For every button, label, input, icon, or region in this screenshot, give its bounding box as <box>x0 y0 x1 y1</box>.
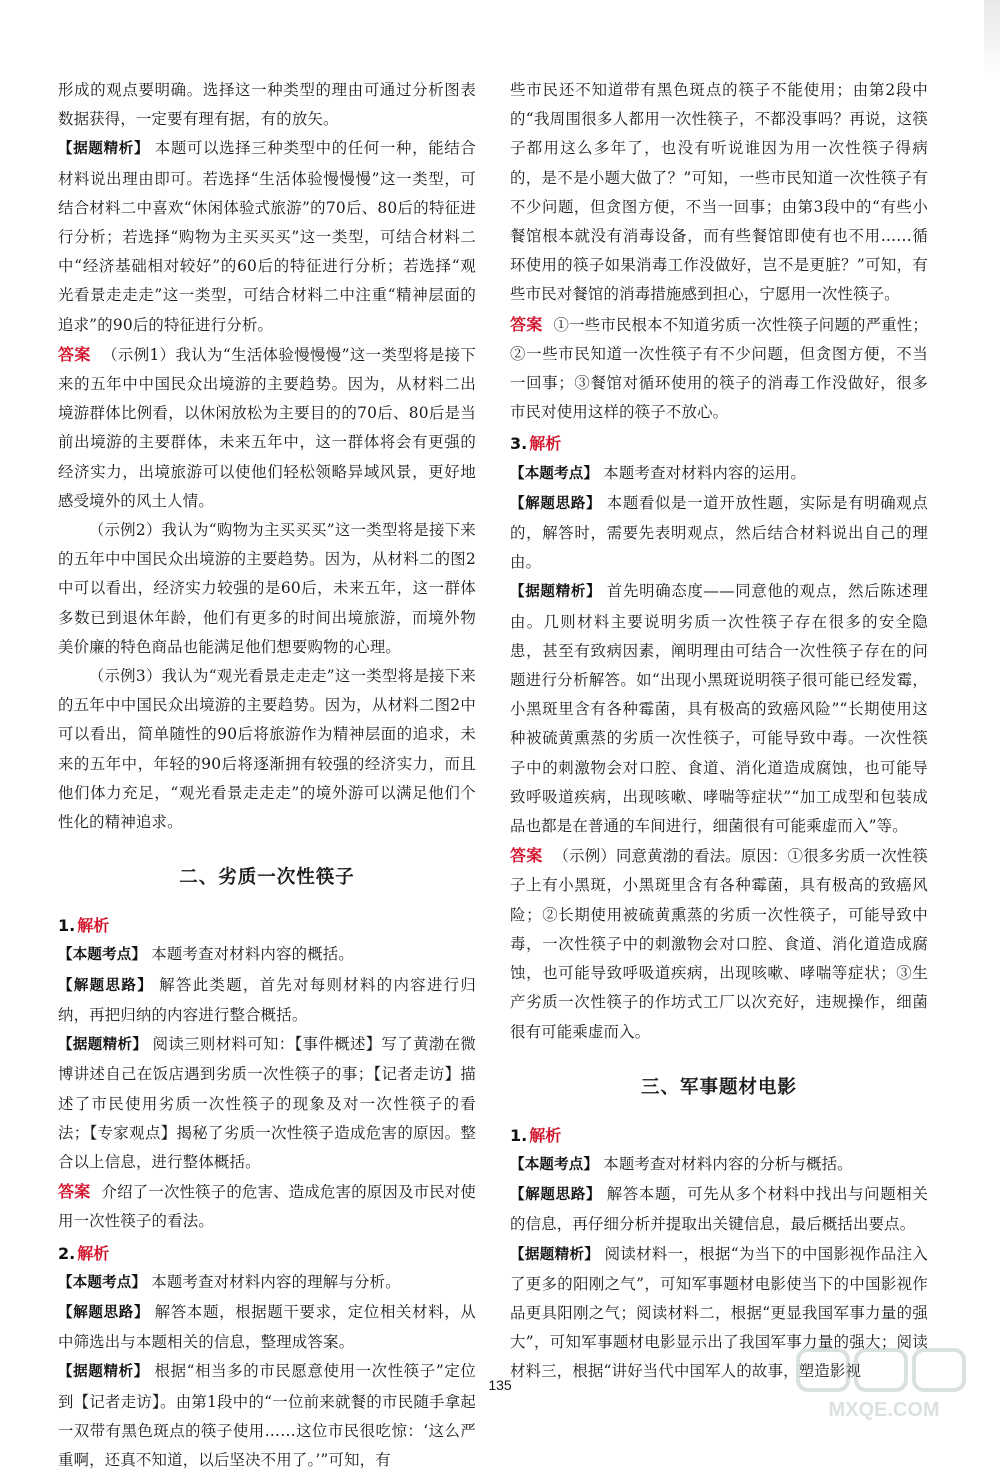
s2-q1-answer <box>58 1177 476 1236</box>
answer-label: 答案 <box>510 314 543 334</box>
section-2-title: 二、劣质一次性筷子 <box>179 867 355 889</box>
kaodian-tag: 【本题考点】 <box>58 947 147 964</box>
silu-text: 解答此类题，首先对每则材料的内容进行归纳，再把归纳的内容进行整合概括。 <box>58 975 477 1024</box>
jingxi-text: 阅读三则材料可知：【事件概述】写了黄渤在微博讲述自己在饭店遇到劣质一次性筷子的事；【记者走访】描述了市民使用劣质一次性筷子的现象及对一次性筷子的看法；【专家观点】揭秘了劣质一次性筷子造成危害的原因。整合以上信息，进行整体概括。 <box>58 1035 476 1171</box>
question-number: 1. <box>58 916 76 936</box>
s2-q1-silu <box>58 971 476 1030</box>
jingxi-tag: 【据题精析】 <box>58 1037 148 1054</box>
silu-text: 解答本题，根据题干要求，定位相关材料，从中筛选出与本题相关的信息，整理成答案。 <box>58 1302 476 1352</box>
s2-q3-silu <box>510 489 928 578</box>
watermark-text: MXQE.COM <box>828 1399 940 1421</box>
analysis-text: 本题可以选择三种类型中的任何一种，能结合材料说出理由即可。若选择“生活体验慢慢慢”这一类型，可结合材料二中喜欢“休闲体验式旅游”的70后、80后的特征进行分析；若选择“购物为主买买买”这一类型，可结合材料二中“经济基础相对较好”的60后的特征进行分析；若选择“观光看景走走走”这一类型，可结合材料二中注重“精神层面的追求”的90后的特征进行分析。 <box>58 139 476 334</box>
jingxi-text: 首先明确态度——同意他的观点，然后陈述理由。几则材料主要说明劣质一次性筷子存在很多的安全隐患，甚至有致病因素，阐明理由可结合一次性筷子存在的问题进行分析解答。如“出现小黑斑说明筷子很可能已经发霉，小黑斑里含有各种霉菌，具有极高的致癌风险”“长期使用这种被硫黄熏蒸的劣质一次性筷子，可能导致中毒。一次性筷子中的刺激物会对口腔、食道、消化道造成腐蚀，也可能导致呼吸道疾病，出现咳嗽、哮喘等症状”“加工成型和包装成品也都是在普通的车间进行，细菌很有可能乘虚而入”等。 <box>510 582 928 836</box>
answer-text: 介绍了一次性筷子的危害、造成危害的原因及市民对使用一次性筷子的看法。 <box>58 1183 476 1231</box>
question-number: 1. <box>510 1125 528 1145</box>
jiexi-label: 解析 <box>77 916 110 936</box>
answer-label: 答案 <box>510 846 543 866</box>
s2-q2-kaodian <box>58 1268 476 1298</box>
s2-q2-silu <box>58 1298 476 1357</box>
answer-label: 答案 <box>58 1182 91 1202</box>
s2-q3-header <box>510 429 928 458</box>
silu-tag: 【解题思路】 <box>510 1187 602 1204</box>
kaodian-text: 本题考查对材料内容的运用。 <box>603 463 806 482</box>
s2-q1-header <box>58 911 476 940</box>
example-1-text: （示例1）我认为“生活体验慢慢慢”这一类型将是接下来的五年中中国民众出境游的主要趋势。因为，从材料二出境游群体比例看，以休闲放松为主要目的的70后、80后是当前出境游的主要群体，未来五年中，这一群体将会有更强的经济实力，出境旅游可以使他们轻松领略异域风景，更好地感受境外的风土人情。 <box>58 345 477 510</box>
jiexi-label: 解析 <box>529 434 562 454</box>
jingxi-text: 根据“相当多的市民愿意使用一次性筷子”定位到【记者走访】。由第1段中的“一位前来就餐的市民随手拿起一双带有黑色斑点的筷子使用……这位市民很吃惊：‘这么严重啊，还真不知道，以后坚决不用了。’”可知，有 <box>58 1362 477 1469</box>
answer-example-3: （示例3）我认为“观光看景走走走”这一类型将是接下来的五年中中国民众出境游的主要趋势。因为，从材料二图2中可以看出，简单随性的90后将旅游作为精神层面的追求，未来的五年中，年轻的90后将逐渐拥有较强的经济实力，而且他们体力充足，“观光看景走走走”的境外游可以满足他们个性化的精神追求。 <box>58 667 476 832</box>
jiexi-label: 解析 <box>529 1125 562 1145</box>
silu-tag: 【解题思路】 <box>58 977 154 994</box>
s2-q3-jingxi <box>510 577 928 841</box>
s2-q2-answer <box>510 310 928 428</box>
silu-text: 解答本题，可先从多个材料中找出与问题相关的信息，再仔细分析并提取出关键信息，最后概括出要点。 <box>510 1185 928 1234</box>
question-number: 3. <box>510 434 528 454</box>
s2-q1-kaodian <box>58 940 476 970</box>
s2-q1-jingxi <box>58 1030 476 1177</box>
s2-q3-kaodian <box>510 459 928 489</box>
question-number: 2. <box>58 1243 76 1263</box>
kaodian-tag: 【本题考点】 <box>58 1274 147 1291</box>
kaodian-text: 本题考查对材料内容的分析与概括。 <box>603 1154 853 1173</box>
jingxi-tag: 【据题精析】 <box>510 584 602 601</box>
right-column <box>510 76 928 1387</box>
q1-analysis-paragraph <box>58 134 476 339</box>
jingxi-text: 阅读材料一，根据“为当下的中国影视作品注入了更多的阳刚之气”，可知军事题材电影使当下的中国影视作品更具阳刚之气；阅读材料二，根据“更显我国军事力量的强大”，可知军事题材电影显示出了我国军事力量的强大；阅读材料三，根据“讲好当代中国军人的故事，塑造影视 <box>510 1244 929 1381</box>
s2-q3-answer <box>510 841 928 1046</box>
silu-tag: 【解题思路】 <box>58 1304 150 1321</box>
analysis-tag: 【据题精析】 <box>58 141 150 158</box>
s2-q2-jingxi-continued: 些市民还不知道带有黑色斑点的筷子不能使用；由第2段中的“我周围很多人都用一次性筷子，不都没事吗？再说，这筷子都用这么多年了，也没有听说谁因为用一次性筷子得病的，是不是小题大做了？”可知，一些市民知道一次性筷子有不少问题，但贪图方便，不当一回事；由第3段中的“有些小餐馆根本就没有消毒设备，而有些餐馆即使有也不用……循环使用的筷子如果消毒工作没做好，岂不是更脏？”可知，有些市民对餐馆的消毒措施感到担心，宁愿用一次性筷子。 <box>510 81 928 304</box>
s2-q2-header <box>58 1239 476 1268</box>
kaodian-tag: 【本题考点】 <box>510 1156 599 1173</box>
kaodian-text: 本题考查对材料内容的概括。 <box>151 945 354 964</box>
jingxi-tag: 【据题精析】 <box>510 1246 600 1263</box>
silu-tag: 【解题思路】 <box>510 495 602 512</box>
s3-q1-header <box>510 1121 928 1150</box>
s2-q2-jingxi <box>58 1357 476 1475</box>
page-number: 135 <box>488 1377 512 1393</box>
kaodian-tag: 【本题考点】 <box>510 465 599 482</box>
answer-text: （示例）同意黄渤的看法。原因：①很多劣质一次性筷子上有小黑斑，小黑斑里含有各种霉菌，具有极高的致癌风险；②长期使用被硫黄熏蒸的劣质一次性筷子，可能导致中毒，一次性筷子中的刺激物会对口腔、食道、消化道造成腐蚀，也可能导致呼吸道疾病，出现咳嗽、哮喘等症状；③生产劣质一次性筷子的作坊式工厂以次充好，违规操作，细菌很有可能乘虚而入。 <box>510 847 928 1041</box>
answer-example-2: （示例2）我认为“购物为主买买买”这一类型将是接下来的五年中中国民众出境游的主要趋势。因为，从材料二的图2中可以看出，经济实力较强的是60后，未来五年，这一群体多数已到退休年龄，他们有更多的时间出境旅游，而境外物美价廉的特色商品也能满足他们想要购物的心理。 <box>58 521 476 656</box>
s3-q1-silu <box>510 1180 928 1239</box>
page-edge-shadow <box>984 0 1000 80</box>
jiexi-label: 解析 <box>77 1243 110 1263</box>
s3-q1-kaodian <box>510 1150 928 1180</box>
left-column <box>58 76 476 1475</box>
intro-paragraph: 形成的观点要明确。选择这一种类型的理由可通过分析图表数据获得，一定要有理有据，有的放矢。 <box>58 81 476 129</box>
answer-text: ①一些市民根本不知道劣质一次性筷子问题的严重性；②一些市民知道一次性筷子有不少问题，但贪图方便，不当一回事；③餐馆对循环使用的筷子的消毒工作没做好，很多市民对使用这样的筷子不放心。 <box>510 315 928 422</box>
kaodian-text: 本题考查对材料内容的理解与分析。 <box>151 1272 401 1291</box>
jingxi-tag: 【据题精析】 <box>58 1364 149 1381</box>
answer-example-1 <box>58 340 476 516</box>
section-3-title: 三、军事题材电影 <box>640 1076 797 1098</box>
silu-text: 本题看似是一道开放性题，实际是有明确观点的，解答时，需要先表明观点，然后结合材料说出自己的理由。 <box>510 493 928 572</box>
answer-label: 答案 <box>58 344 91 364</box>
watermark-logo <box>794 1346 974 1422</box>
